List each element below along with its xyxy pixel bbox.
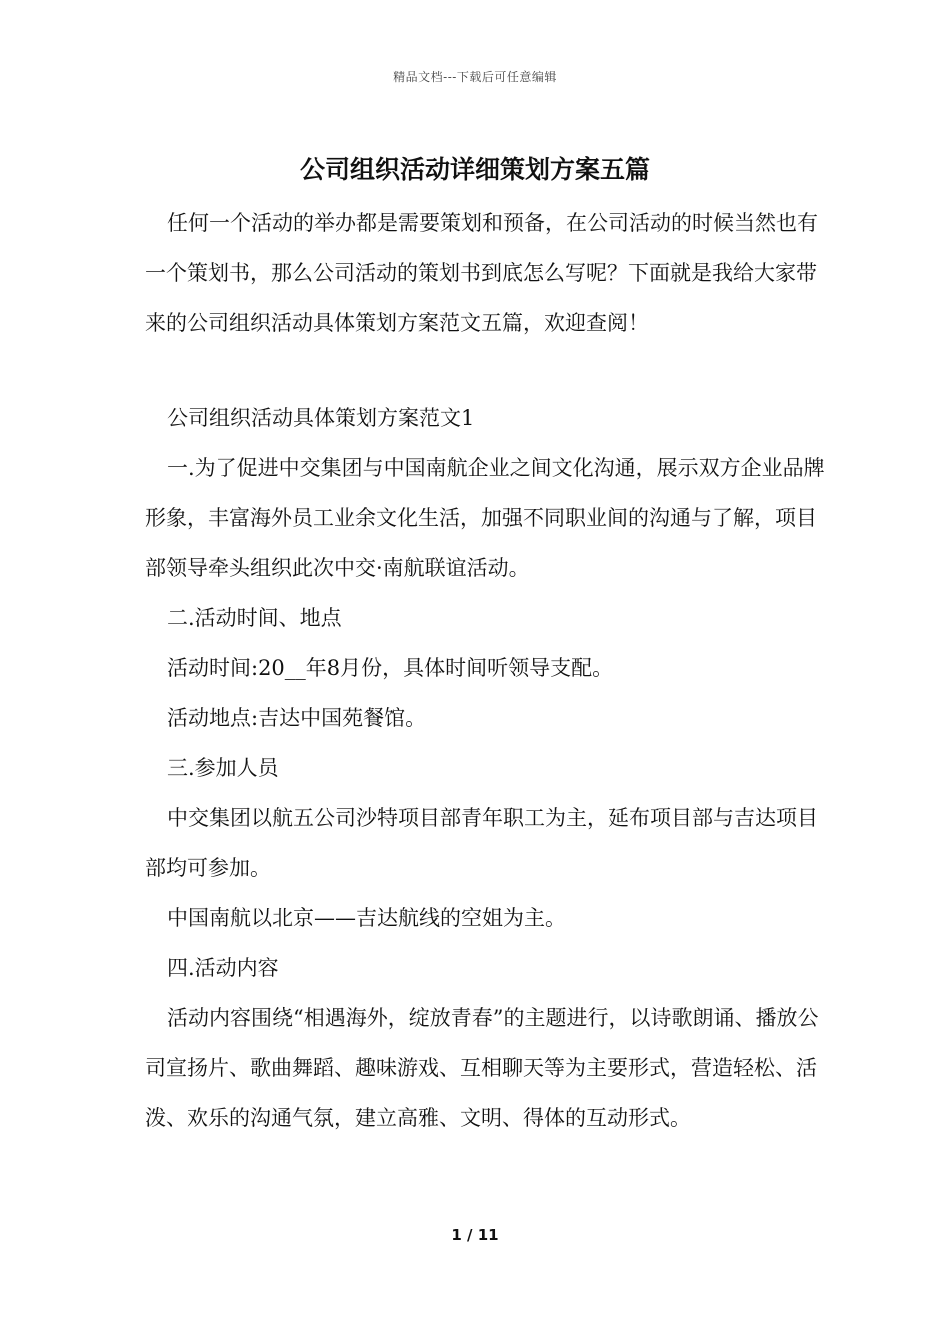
body-paragraph: 活动地点:吉达中国苑餐馆。 (167, 706, 427, 730)
body-paragraph: 三.参加人员 (167, 756, 279, 780)
document-title: 公司组织活动详细策划方案五篇 (299, 155, 650, 184)
body-paragraph: 四.活动内容 (167, 956, 279, 980)
document-body (145, 198, 825, 1143)
section-heading: 公司组织活动具体策划方案范文1 (167, 406, 475, 430)
body-paragraph: 二.活动时间、地点 (167, 606, 342, 630)
body-paragraph: 中国南航以北京——吉达航线的空姐为主。 (167, 906, 566, 930)
body-paragraph: 中交集团以航五公司沙特项目部青年职工为主，延布项目部与吉达项目部均可参加。 (145, 806, 818, 880)
intro-paragraph: 任何一个活动的举办都是需要策划和预备，在公司活动的时候当然也有一个策划书，那么公司活动的策划书到底怎么写呢？下面就是我给大家带来的公司组织活动具体策划方案范文五篇，欢迎查阅！ (145, 211, 818, 335)
paragraph-spacer (145, 348, 825, 393)
header-note: 精品文档---下载后可任意编辑 (393, 70, 557, 84)
body-paragraph: 活动内容围绕“相遇海外，绽放青春”的主题进行，以诗歌朗诵、播放公司宣扬片、歌曲舞蹈、趣味游戏、互相聊天等为主要形式，营造轻松、活泼、欢乐的沟通气氛，建立高雅、文明、得体的互动形式。 (145, 1006, 819, 1130)
body-paragraph: 一.为了促进中交集团与中国南航企业之间文化沟通，展示双方企业品牌形象，丰富海外员工业余文化生活，加强不同职业间的沟通与了解，项目部领导牵头组织此次中交·南航联谊活动。 (145, 456, 825, 580)
body-paragraph: 活动时间:20__年8月份，具体时间听领导支配。 (167, 656, 614, 680)
page-number: 1 / 11 (451, 1226, 499, 1244)
